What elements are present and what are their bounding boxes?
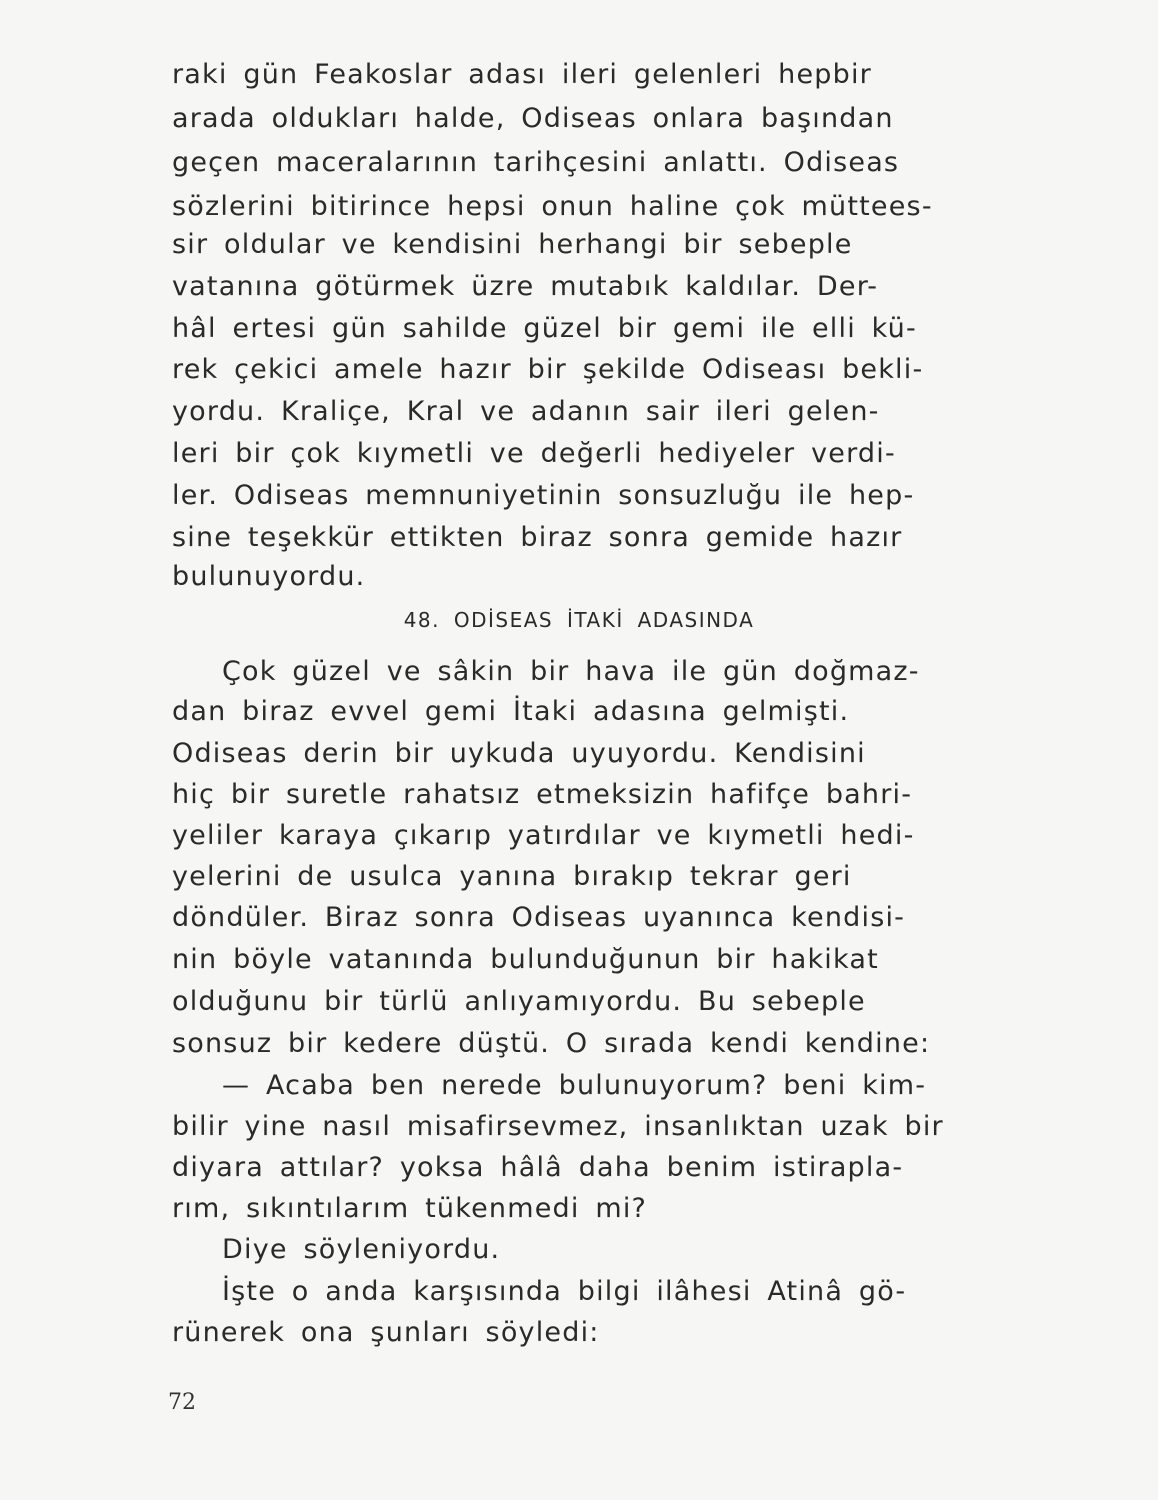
text-line: yeliler karaya çıkarıp yatırdılar ve kıymetli hedi- <box>172 820 915 851</box>
text-line: Odiseas derin bir uykuda uyuyordu. Kendisini <box>172 738 866 769</box>
text-line: raki gün Feakoslar adası ileri gelenleri hepbir <box>172 59 872 90</box>
text-line: İşte o anda karşısında bilgi ilâhesi Atinâ gö- <box>222 1276 907 1307</box>
text-line: Çok güzel ve sâkin bir hava ile gün doğmaz- <box>222 656 920 687</box>
section-heading: 48. ODİSEAS İTAKİ ADASINDA <box>403 608 755 632</box>
text-line: leri bir çok kıymetli ve değerli hediyeler verdi- <box>172 438 896 469</box>
text-line: bulunuyordu. <box>172 561 366 592</box>
text-line: rım, sıkıntılarım tükenmedi mi? <box>172 1193 648 1224</box>
text-line: sözlerini bitirince hepsi onun haline çok müttees- <box>172 191 933 222</box>
text-line: rünerek ona şunları söyledi: <box>172 1317 600 1348</box>
text-line: olduğunu bir türlü anlıyamıyordu. Bu sebeple <box>172 986 866 1017</box>
text-line: nin böyle vatanında bulunduğunun bir hakikat <box>172 944 879 975</box>
text-line: sir oldular ve kendisini herhangi bir sebeple <box>172 229 853 260</box>
text-line: hiç bir suretle rahatsız etmeksizin hafifçe bahri- <box>172 779 913 810</box>
text-line: ler. Odiseas memnuniyetinin sonsuzluğu ile hep- <box>172 480 915 511</box>
text-line: diyara attılar? yoksa hâlâ daha benim istirapla- <box>172 1152 904 1183</box>
text-line: dan biraz evvel gemi İtaki adasına gelmişti. <box>172 696 850 727</box>
text-line: yordu. Kraliçe, Kral ve adanın sair ileri gelen- <box>172 396 880 427</box>
text-line: — Acaba ben nerede bulunuyorum? beni kim- <box>222 1070 927 1101</box>
text-line: vatanına götürmek üzre mutabık kaldılar. Der- <box>172 271 879 302</box>
text-line: geçen maceralarının tarihçesini anlattı. Odiseas <box>172 147 900 178</box>
text-line: sine teşekkür ettikten biraz sonra gemide hazır <box>172 522 903 553</box>
page-number: 72 <box>168 1390 196 1415</box>
text-line: hâl ertesi gün sahilde güzel bir gemi ile elli kü- <box>172 313 917 344</box>
text-line: bilir yine nasıl misafirsevmez, insanlıktan uzak bir <box>172 1111 944 1142</box>
text-line: Diye söyleniyordu. <box>222 1234 501 1265</box>
text-line: döndüler. Biraz sonra Odiseas uyanınca kendisi- <box>172 902 906 933</box>
text-line: sonsuz bir kedere düştü. O sırada kendi kendine: <box>172 1028 931 1059</box>
text-line: rek çekici amele hazır bir şekilde Odiseası bekli- <box>172 354 924 385</box>
text-line: arada oldukları halde, Odiseas onlara başından <box>172 103 894 134</box>
text-line: yelerini de usulca yanına bırakıp tekrar geri <box>172 861 852 892</box>
